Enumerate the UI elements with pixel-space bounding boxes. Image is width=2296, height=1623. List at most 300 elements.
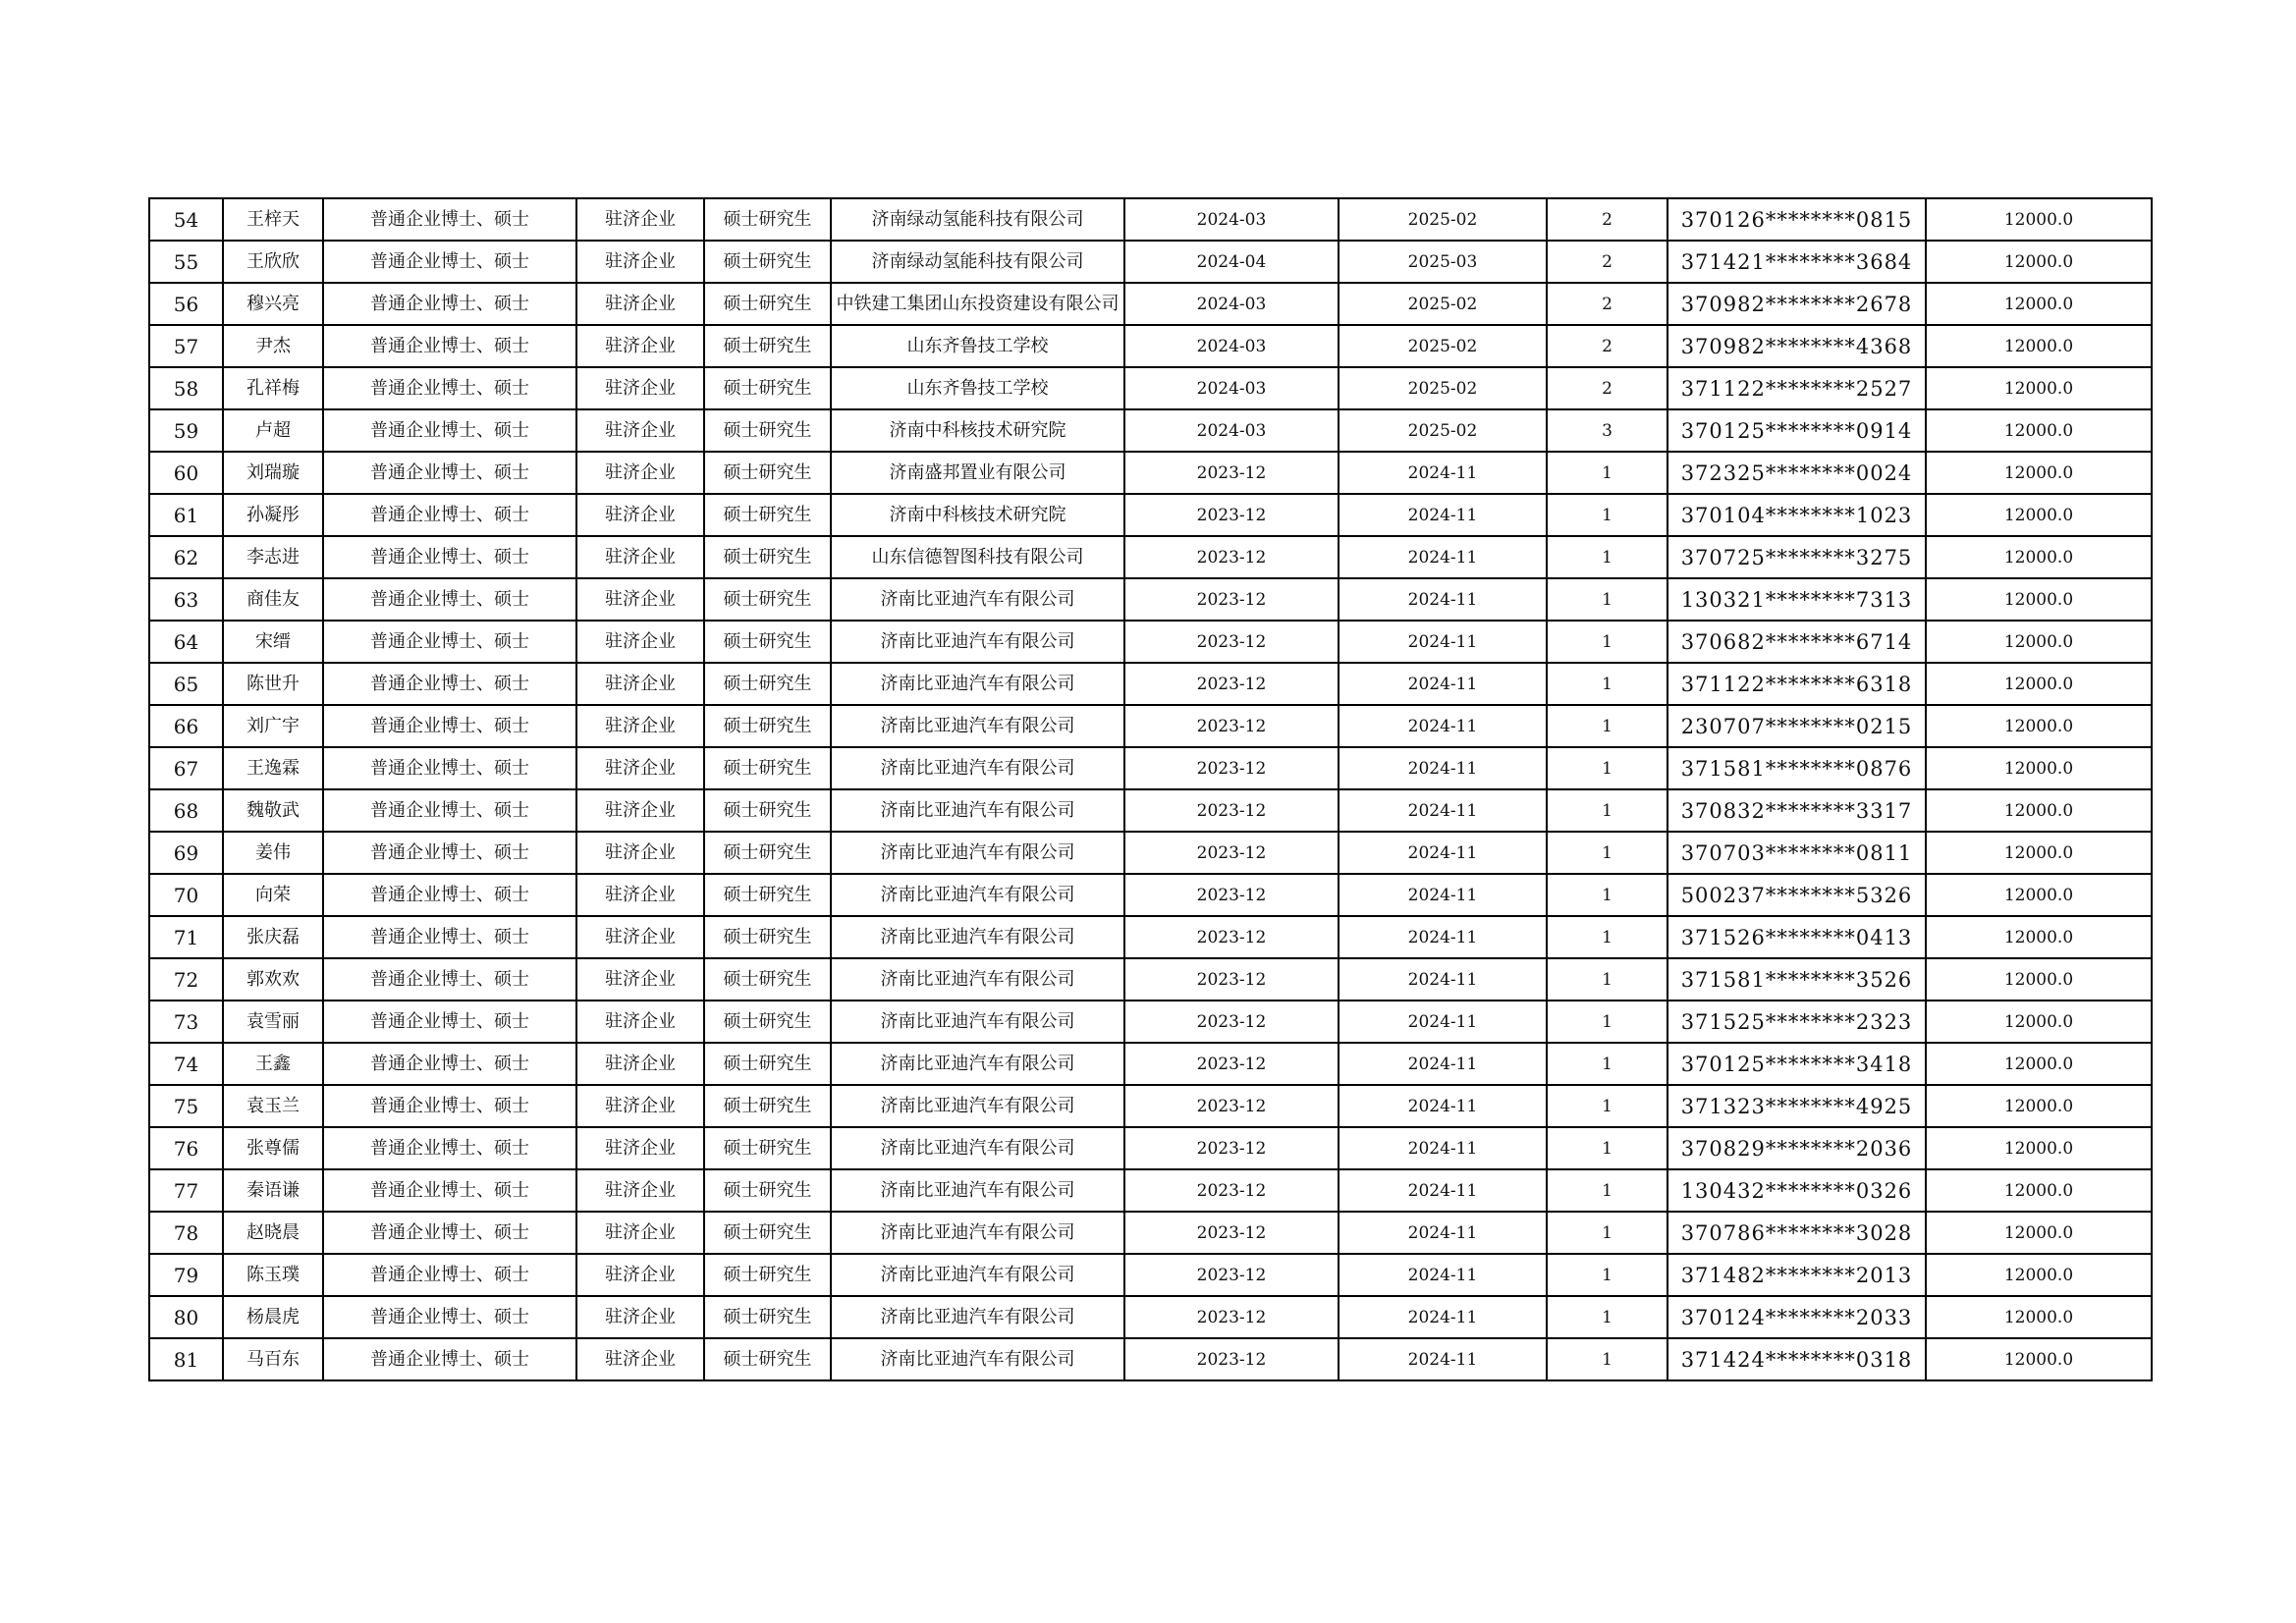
talent-category-cell: 普通企业博士、硕士 — [323, 916, 576, 958]
unit-type-cell: 驻济企业 — [576, 536, 704, 578]
row-number-cell: 64 — [149, 621, 223, 663]
id-number-cell: 130432********0326 — [1667, 1169, 1926, 1212]
employer-name-cell: 济南比亚迪汽车有限公司 — [831, 1127, 1124, 1169]
table-row — [149, 705, 2152, 747]
id-number-cell: 370982********4368 — [1667, 325, 1926, 367]
degree-cell: 硕士研究生 — [704, 747, 831, 789]
start-month-cell: 2023-12 — [1124, 705, 1339, 747]
start-month-cell: 2023-12 — [1124, 1085, 1339, 1127]
table-body — [149, 198, 2152, 1380]
table-row — [149, 198, 2152, 241]
unit-type-cell: 驻济企业 — [576, 789, 704, 832]
table-row — [149, 494, 2152, 536]
degree-cell: 硕士研究生 — [704, 241, 831, 283]
employer-name-cell: 济南中科核技术研究院 — [831, 494, 1124, 536]
employer-name-cell: 济南比亚迪汽车有限公司 — [831, 958, 1124, 1001]
row-number-cell: 56 — [149, 283, 223, 325]
id-number-cell: 371581********0876 — [1667, 747, 1926, 789]
subsidy-amount-cell: 12000.0 — [1926, 789, 2152, 832]
subsidy-table — [148, 197, 2153, 1381]
end-month-cell: 2025-02 — [1339, 283, 1547, 325]
end-month-cell: 2025-02 — [1339, 198, 1547, 241]
person-name-cell: 王欣欣 — [223, 241, 323, 283]
table-row — [149, 958, 2152, 1001]
start-month-cell: 2023-12 — [1124, 578, 1339, 621]
subsidy-amount-cell: 12000.0 — [1926, 1169, 2152, 1212]
id-number-cell: 370104********1023 — [1667, 494, 1926, 536]
end-month-cell: 2024-11 — [1339, 747, 1547, 789]
start-month-cell: 2023-12 — [1124, 1127, 1339, 1169]
end-month-cell: 2024-11 — [1339, 1212, 1547, 1254]
subsidy-amount-cell: 12000.0 — [1926, 578, 2152, 621]
unit-type-cell: 驻济企业 — [576, 494, 704, 536]
start-month-cell: 2023-12 — [1124, 1338, 1339, 1380]
start-month-cell: 2023-12 — [1124, 1169, 1339, 1212]
row-number-cell: 81 — [149, 1338, 223, 1380]
degree-cell: 硕士研究生 — [704, 325, 831, 367]
person-name-cell: 姜伟 — [223, 832, 323, 874]
row-number-cell: 57 — [149, 325, 223, 367]
row-number-cell: 63 — [149, 578, 223, 621]
end-month-cell: 2024-11 — [1339, 1127, 1547, 1169]
end-month-cell: 2024-11 — [1339, 1254, 1547, 1296]
talent-category-cell: 普通企业博士、硕士 — [323, 874, 576, 916]
employer-name-cell: 济南比亚迪汽车有限公司 — [831, 832, 1124, 874]
degree-cell: 硕士研究生 — [704, 198, 831, 241]
month-count-cell: 1 — [1547, 663, 1667, 705]
talent-category-cell: 普通企业博士、硕士 — [323, 1001, 576, 1043]
row-number-cell: 61 — [149, 494, 223, 536]
id-number-cell: 372325********0024 — [1667, 452, 1926, 494]
table-row — [149, 1296, 2152, 1338]
subsidy-amount-cell: 12000.0 — [1926, 1127, 2152, 1169]
degree-cell: 硕士研究生 — [704, 1212, 831, 1254]
person-name-cell: 王逸霖 — [223, 747, 323, 789]
row-number-cell: 55 — [149, 241, 223, 283]
person-name-cell: 杨晨虎 — [223, 1296, 323, 1338]
month-count-cell: 1 — [1547, 705, 1667, 747]
month-count-cell: 1 — [1547, 958, 1667, 1001]
employer-name-cell: 济南比亚迪汽车有限公司 — [831, 1085, 1124, 1127]
table-row — [149, 1169, 2152, 1212]
person-name-cell: 张庆磊 — [223, 916, 323, 958]
person-name-cell: 郭欢欢 — [223, 958, 323, 1001]
person-name-cell: 马百东 — [223, 1338, 323, 1380]
person-name-cell: 袁玉兰 — [223, 1085, 323, 1127]
end-month-cell: 2025-02 — [1339, 325, 1547, 367]
unit-type-cell: 驻济企业 — [576, 409, 704, 452]
subsidy-amount-cell: 12000.0 — [1926, 705, 2152, 747]
degree-cell: 硕士研究生 — [704, 621, 831, 663]
employer-name-cell: 济南绿动氢能科技有限公司 — [831, 198, 1124, 241]
id-number-cell: 370982********2678 — [1667, 283, 1926, 325]
start-month-cell: 2023-12 — [1124, 536, 1339, 578]
start-month-cell: 2023-12 — [1124, 663, 1339, 705]
end-month-cell: 2024-11 — [1339, 874, 1547, 916]
subsidy-amount-cell: 12000.0 — [1926, 832, 2152, 874]
row-number-cell: 74 — [149, 1043, 223, 1085]
row-number-cell: 69 — [149, 832, 223, 874]
row-number-cell: 68 — [149, 789, 223, 832]
subsidy-amount-cell: 12000.0 — [1926, 367, 2152, 409]
table-row — [149, 832, 2152, 874]
table-row — [149, 1001, 2152, 1043]
end-month-cell: 2024-11 — [1339, 916, 1547, 958]
month-count-cell: 1 — [1547, 621, 1667, 663]
month-count-cell: 1 — [1547, 1254, 1667, 1296]
start-month-cell: 2024-03 — [1124, 367, 1339, 409]
month-count-cell: 1 — [1547, 1127, 1667, 1169]
person-name-cell: 商佳友 — [223, 578, 323, 621]
table-row — [149, 367, 2152, 409]
table-row — [149, 1212, 2152, 1254]
degree-cell: 硕士研究生 — [704, 663, 831, 705]
end-month-cell: 2024-11 — [1339, 663, 1547, 705]
row-number-cell: 76 — [149, 1127, 223, 1169]
row-number-cell: 66 — [149, 705, 223, 747]
talent-category-cell: 普通企业博士、硕士 — [323, 1254, 576, 1296]
employer-name-cell: 济南比亚迪汽车有限公司 — [831, 621, 1124, 663]
month-count-cell: 1 — [1547, 789, 1667, 832]
employer-name-cell: 济南比亚迪汽车有限公司 — [831, 747, 1124, 789]
row-number-cell: 58 — [149, 367, 223, 409]
employer-name-cell: 山东信德智图科技有限公司 — [831, 536, 1124, 578]
month-count-cell: 1 — [1547, 1169, 1667, 1212]
employer-name-cell: 济南绿动氢能科技有限公司 — [831, 241, 1124, 283]
unit-type-cell: 驻济企业 — [576, 325, 704, 367]
person-name-cell: 秦语谦 — [223, 1169, 323, 1212]
row-number-cell: 73 — [149, 1001, 223, 1043]
id-number-cell: 230707********0215 — [1667, 705, 1926, 747]
unit-type-cell: 驻济企业 — [576, 241, 704, 283]
talent-category-cell: 普通企业博士、硕士 — [323, 832, 576, 874]
subsidy-amount-cell: 12000.0 — [1926, 1043, 2152, 1085]
id-number-cell: 371122********2527 — [1667, 367, 1926, 409]
table-row — [149, 874, 2152, 916]
unit-type-cell: 驻济企业 — [576, 621, 704, 663]
person-name-cell: 赵晓晨 — [223, 1212, 323, 1254]
unit-type-cell: 驻济企业 — [576, 916, 704, 958]
person-name-cell: 王梓天 — [223, 198, 323, 241]
employer-name-cell: 济南比亚迪汽车有限公司 — [831, 1043, 1124, 1085]
unit-type-cell: 驻济企业 — [576, 1001, 704, 1043]
start-month-cell: 2023-12 — [1124, 874, 1339, 916]
talent-category-cell: 普通企业博士、硕士 — [323, 1169, 576, 1212]
id-number-cell: 370682********6714 — [1667, 621, 1926, 663]
unit-type-cell: 驻济企业 — [576, 747, 704, 789]
unit-type-cell: 驻济企业 — [576, 1169, 704, 1212]
subsidy-amount-cell: 12000.0 — [1926, 1254, 2152, 1296]
talent-category-cell: 普通企业博士、硕士 — [323, 452, 576, 494]
id-number-cell: 370703********0811 — [1667, 832, 1926, 874]
degree-cell: 硕士研究生 — [704, 409, 831, 452]
talent-category-cell: 普通企业博士、硕士 — [323, 325, 576, 367]
id-number-cell: 371482********2013 — [1667, 1254, 1926, 1296]
table-row — [149, 1127, 2152, 1169]
row-number-cell: 75 — [149, 1085, 223, 1127]
subsidy-amount-cell: 12000.0 — [1926, 958, 2152, 1001]
talent-category-cell: 普通企业博士、硕士 — [323, 663, 576, 705]
employer-name-cell: 中铁建工集团山东投资建设有限公司 — [831, 283, 1124, 325]
degree-cell: 硕士研究生 — [704, 1127, 831, 1169]
subsidy-amount-cell: 12000.0 — [1926, 663, 2152, 705]
degree-cell: 硕士研究生 — [704, 1254, 831, 1296]
table-row — [149, 325, 2152, 367]
row-number-cell: 60 — [149, 452, 223, 494]
end-month-cell: 2024-11 — [1339, 1169, 1547, 1212]
month-count-cell: 1 — [1547, 1001, 1667, 1043]
employer-name-cell: 济南比亚迪汽车有限公司 — [831, 705, 1124, 747]
month-count-cell: 1 — [1547, 1296, 1667, 1338]
start-month-cell: 2023-12 — [1124, 1212, 1339, 1254]
start-month-cell: 2023-12 — [1124, 916, 1339, 958]
degree-cell: 硕士研究生 — [704, 452, 831, 494]
month-count-cell: 1 — [1547, 1338, 1667, 1380]
subsidy-amount-cell: 12000.0 — [1926, 1001, 2152, 1043]
end-month-cell: 2024-11 — [1339, 1296, 1547, 1338]
id-number-cell: 371424********0318 — [1667, 1338, 1926, 1380]
unit-type-cell: 驻济企业 — [576, 283, 704, 325]
talent-category-cell: 普通企业博士、硕士 — [323, 578, 576, 621]
month-count-cell: 1 — [1547, 874, 1667, 916]
person-name-cell: 魏敬武 — [223, 789, 323, 832]
subsidy-amount-cell: 12000.0 — [1926, 283, 2152, 325]
subsidy-amount-cell: 12000.0 — [1926, 536, 2152, 578]
person-name-cell: 向荣 — [223, 874, 323, 916]
month-count-cell: 1 — [1547, 1212, 1667, 1254]
start-month-cell: 2024-04 — [1124, 241, 1339, 283]
subsidy-amount-cell: 12000.0 — [1926, 198, 2152, 241]
end-month-cell: 2025-03 — [1339, 241, 1547, 283]
table-row — [149, 621, 2152, 663]
subsidy-amount-cell: 12000.0 — [1926, 1085, 2152, 1127]
month-count-cell: 1 — [1547, 1085, 1667, 1127]
degree-cell: 硕士研究生 — [704, 1001, 831, 1043]
employer-name-cell: 济南盛邦置业有限公司 — [831, 452, 1124, 494]
degree-cell: 硕士研究生 — [704, 705, 831, 747]
table-row — [149, 241, 2152, 283]
row-number-cell: 79 — [149, 1254, 223, 1296]
person-name-cell: 穆兴亮 — [223, 283, 323, 325]
start-month-cell: 2023-12 — [1124, 494, 1339, 536]
person-name-cell: 李志进 — [223, 536, 323, 578]
month-count-cell: 2 — [1547, 367, 1667, 409]
start-month-cell: 2023-12 — [1124, 958, 1339, 1001]
table-row — [149, 536, 2152, 578]
start-month-cell: 2023-12 — [1124, 1043, 1339, 1085]
person-name-cell: 刘广宇 — [223, 705, 323, 747]
unit-type-cell: 驻济企业 — [576, 1254, 704, 1296]
id-number-cell: 370829********2036 — [1667, 1127, 1926, 1169]
person-name-cell: 陈世升 — [223, 663, 323, 705]
end-month-cell: 2024-11 — [1339, 1001, 1547, 1043]
id-number-cell: 371323********4925 — [1667, 1085, 1926, 1127]
id-number-cell: 371581********3526 — [1667, 958, 1926, 1001]
month-count-cell: 2 — [1547, 325, 1667, 367]
id-number-cell: 371526********0413 — [1667, 916, 1926, 958]
talent-category-cell: 普通企业博士、硕士 — [323, 1296, 576, 1338]
person-name-cell: 袁雪丽 — [223, 1001, 323, 1043]
id-number-cell: 370126********0815 — [1667, 198, 1926, 241]
start-month-cell: 2023-12 — [1124, 452, 1339, 494]
person-name-cell: 卢超 — [223, 409, 323, 452]
end-month-cell: 2024-11 — [1339, 832, 1547, 874]
talent-category-cell: 普通企业博士、硕士 — [323, 747, 576, 789]
unit-type-cell: 驻济企业 — [576, 1085, 704, 1127]
id-number-cell: 370725********3275 — [1667, 536, 1926, 578]
degree-cell: 硕士研究生 — [704, 874, 831, 916]
person-name-cell: 尹杰 — [223, 325, 323, 367]
id-number-cell: 370125********0914 — [1667, 409, 1926, 452]
end-month-cell: 2024-11 — [1339, 958, 1547, 1001]
subsidy-amount-cell: 12000.0 — [1926, 747, 2152, 789]
row-number-cell: 70 — [149, 874, 223, 916]
id-number-cell: 130321********7313 — [1667, 578, 1926, 621]
talent-category-cell: 普通企业博士、硕士 — [323, 958, 576, 1001]
month-count-cell: 2 — [1547, 283, 1667, 325]
row-number-cell: 59 — [149, 409, 223, 452]
start-month-cell: 2024-03 — [1124, 283, 1339, 325]
employer-name-cell: 山东齐鲁技工学校 — [831, 367, 1124, 409]
unit-type-cell: 驻济企业 — [576, 1212, 704, 1254]
degree-cell: 硕士研究生 — [704, 367, 831, 409]
end-month-cell: 2025-02 — [1339, 409, 1547, 452]
unit-type-cell: 驻济企业 — [576, 1296, 704, 1338]
end-month-cell: 2024-11 — [1339, 789, 1547, 832]
subsidy-amount-cell: 12000.0 — [1926, 494, 2152, 536]
start-month-cell: 2023-12 — [1124, 621, 1339, 663]
degree-cell: 硕士研究生 — [704, 1169, 831, 1212]
subsidy-amount-cell: 12000.0 — [1926, 1338, 2152, 1380]
subsidy-amount-cell: 12000.0 — [1926, 452, 2152, 494]
table-row — [149, 1043, 2152, 1085]
talent-category-cell: 普通企业博士、硕士 — [323, 241, 576, 283]
unit-type-cell: 驻济企业 — [576, 1127, 704, 1169]
degree-cell: 硕士研究生 — [704, 283, 831, 325]
employer-name-cell: 济南比亚迪汽车有限公司 — [831, 1169, 1124, 1212]
person-name-cell: 张尊儒 — [223, 1127, 323, 1169]
person-name-cell: 孔祥梅 — [223, 367, 323, 409]
degree-cell: 硕士研究生 — [704, 494, 831, 536]
month-count-cell: 1 — [1547, 536, 1667, 578]
person-name-cell: 孙凝彤 — [223, 494, 323, 536]
id-number-cell: 370786********3028 — [1667, 1212, 1926, 1254]
end-month-cell: 2024-11 — [1339, 494, 1547, 536]
person-name-cell: 宋缙 — [223, 621, 323, 663]
unit-type-cell: 驻济企业 — [576, 705, 704, 747]
talent-category-cell: 普通企业博士、硕士 — [323, 283, 576, 325]
month-count-cell: 1 — [1547, 494, 1667, 536]
end-month-cell: 2024-11 — [1339, 578, 1547, 621]
table-row — [149, 1254, 2152, 1296]
table-row — [149, 789, 2152, 832]
month-count-cell: 1 — [1547, 916, 1667, 958]
row-number-cell: 78 — [149, 1212, 223, 1254]
employer-name-cell: 济南比亚迪汽车有限公司 — [831, 1296, 1124, 1338]
talent-category-cell: 普通企业博士、硕士 — [323, 536, 576, 578]
id-number-cell: 500237********5326 — [1667, 874, 1926, 916]
employer-name-cell: 济南比亚迪汽车有限公司 — [831, 1212, 1124, 1254]
row-number-cell: 54 — [149, 198, 223, 241]
table-row — [149, 1338, 2152, 1380]
unit-type-cell: 驻济企业 — [576, 832, 704, 874]
talent-category-cell: 普通企业博士、硕士 — [323, 621, 576, 663]
subsidy-amount-cell: 12000.0 — [1926, 1296, 2152, 1338]
degree-cell: 硕士研究生 — [704, 1043, 831, 1085]
talent-category-cell: 普通企业博士、硕士 — [323, 1338, 576, 1380]
degree-cell: 硕士研究生 — [704, 536, 831, 578]
id-number-cell: 370125********3418 — [1667, 1043, 1926, 1085]
start-month-cell: 2024-03 — [1124, 325, 1339, 367]
talent-category-cell: 普通企业博士、硕士 — [323, 1127, 576, 1169]
degree-cell: 硕士研究生 — [704, 1338, 831, 1380]
id-number-cell: 370832********3317 — [1667, 789, 1926, 832]
start-month-cell: 2023-12 — [1124, 747, 1339, 789]
employer-name-cell: 济南中科核技术研究院 — [831, 409, 1124, 452]
employer-name-cell: 山东齐鲁技工学校 — [831, 325, 1124, 367]
month-count-cell: 1 — [1547, 747, 1667, 789]
subsidy-amount-cell: 12000.0 — [1926, 325, 2152, 367]
month-count-cell: 1 — [1547, 452, 1667, 494]
start-month-cell: 2023-12 — [1124, 1254, 1339, 1296]
row-number-cell: 71 — [149, 916, 223, 958]
talent-category-cell: 普通企业博士、硕士 — [323, 1085, 576, 1127]
unit-type-cell: 驻济企业 — [576, 1338, 704, 1380]
start-month-cell: 2023-12 — [1124, 1001, 1339, 1043]
month-count-cell: 1 — [1547, 578, 1667, 621]
end-month-cell: 2024-11 — [1339, 1043, 1547, 1085]
talent-category-cell: 普通企业博士、硕士 — [323, 198, 576, 241]
start-month-cell: 2024-03 — [1124, 198, 1339, 241]
employer-name-cell: 济南比亚迪汽车有限公司 — [831, 916, 1124, 958]
subsidy-amount-cell: 12000.0 — [1926, 916, 2152, 958]
unit-type-cell: 驻济企业 — [576, 958, 704, 1001]
unit-type-cell: 驻济企业 — [576, 663, 704, 705]
employer-name-cell: 济南比亚迪汽车有限公司 — [831, 874, 1124, 916]
table-row — [149, 452, 2152, 494]
subsidy-amount-cell: 12000.0 — [1926, 621, 2152, 663]
degree-cell: 硕士研究生 — [704, 832, 831, 874]
table-row — [149, 409, 2152, 452]
end-month-cell: 2025-02 — [1339, 367, 1547, 409]
month-count-cell: 2 — [1547, 198, 1667, 241]
end-month-cell: 2024-11 — [1339, 621, 1547, 663]
start-month-cell: 2024-03 — [1124, 409, 1339, 452]
employer-name-cell: 济南比亚迪汽车有限公司 — [831, 1254, 1124, 1296]
subsidy-amount-cell: 12000.0 — [1926, 1212, 2152, 1254]
person-name-cell: 王鑫 — [223, 1043, 323, 1085]
degree-cell: 硕士研究生 — [704, 1296, 831, 1338]
row-number-cell: 77 — [149, 1169, 223, 1212]
id-number-cell: 371421********3684 — [1667, 241, 1926, 283]
month-count-cell: 1 — [1547, 832, 1667, 874]
employer-name-cell: 济南比亚迪汽车有限公司 — [831, 789, 1124, 832]
employer-name-cell: 济南比亚迪汽车有限公司 — [831, 1338, 1124, 1380]
end-month-cell: 2024-11 — [1339, 1085, 1547, 1127]
talent-category-cell: 普通企业博士、硕士 — [323, 789, 576, 832]
month-count-cell: 1 — [1547, 1043, 1667, 1085]
row-number-cell: 62 — [149, 536, 223, 578]
employer-name-cell: 济南比亚迪汽车有限公司 — [831, 663, 1124, 705]
row-number-cell: 80 — [149, 1296, 223, 1338]
row-number-cell: 72 — [149, 958, 223, 1001]
talent-category-cell: 普通企业博士、硕士 — [323, 494, 576, 536]
row-number-cell: 65 — [149, 663, 223, 705]
unit-type-cell: 驻济企业 — [576, 1043, 704, 1085]
table-row — [149, 283, 2152, 325]
subsidy-amount-cell: 12000.0 — [1926, 874, 2152, 916]
end-month-cell: 2024-11 — [1339, 452, 1547, 494]
